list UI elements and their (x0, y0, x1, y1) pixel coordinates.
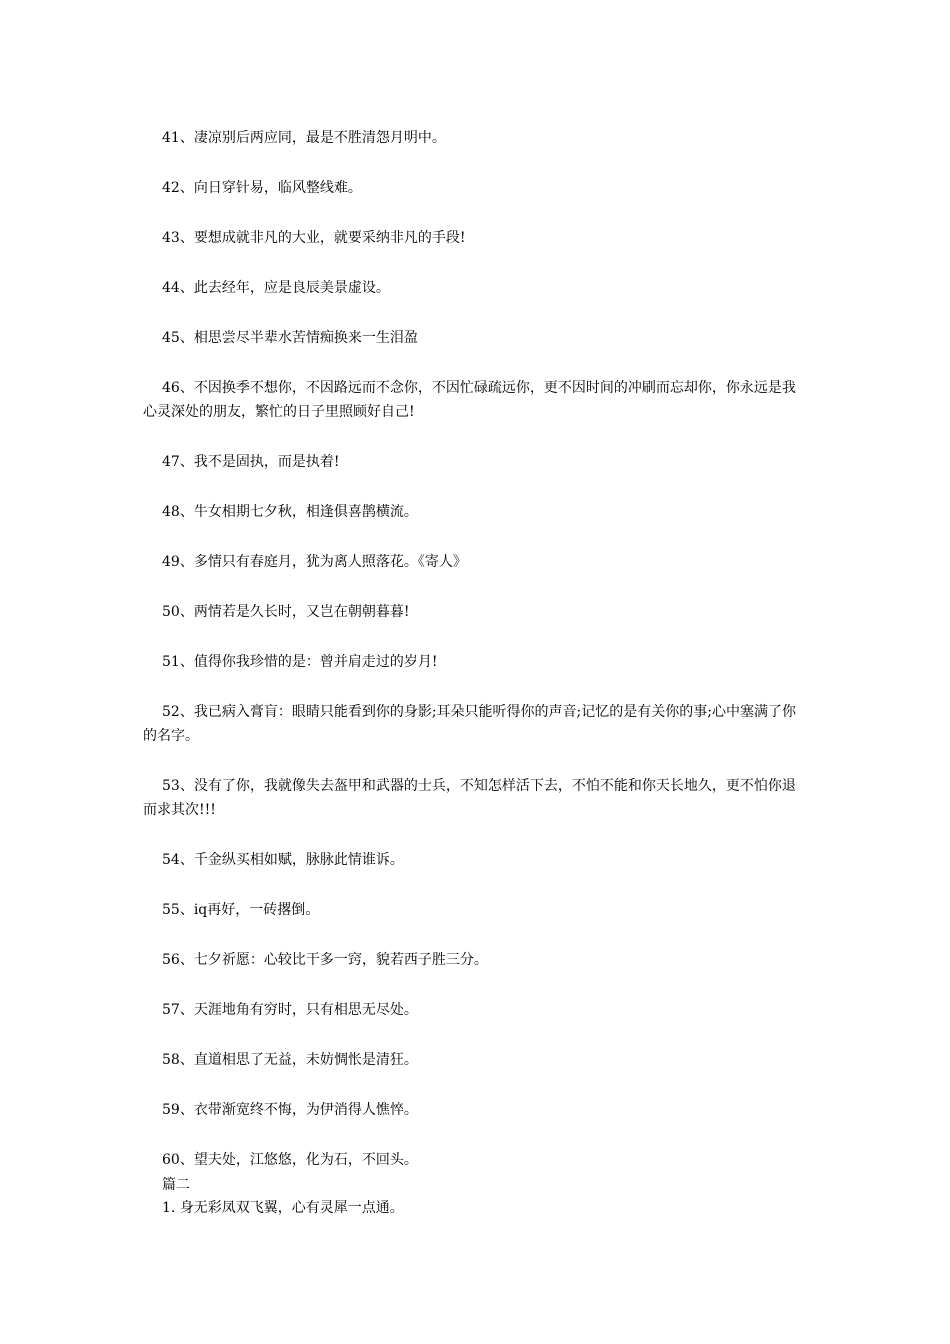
item-number: 44、 (162, 280, 194, 296)
item-text: 我不是固执，而是执着! (193, 454, 340, 470)
item-text: 衣带渐宽终不悔，为伊消得人憔悴。 (193, 1102, 418, 1118)
item-number: 58、 (162, 1052, 194, 1068)
item-number: 60、 (162, 1152, 194, 1168)
item-number: 46、 (162, 380, 194, 396)
item-number: 56、 (162, 952, 194, 968)
item-text: 千金纵买相如赋，脉脉此情谁诉。 (193, 852, 404, 868)
item-number: 57、 (162, 1002, 194, 1018)
section-first-item (162, 1197, 404, 1219)
list-item (143, 898, 808, 922)
list-item (143, 700, 808, 748)
list-item (143, 774, 808, 822)
item-text: 要想成就非凡的大业，就要采纳非凡的手段! (193, 230, 466, 246)
item-text: 两情若是久长时，又岂在朝朝暮暮! (193, 604, 410, 620)
item-number: 55、 (162, 902, 194, 918)
item-number: 42、 (162, 180, 194, 196)
list-item (143, 550, 808, 574)
item-text: 向日穿针易，临风整线难。 (193, 180, 362, 196)
item-number: 43、 (162, 230, 194, 246)
list-item (143, 1048, 808, 1072)
list-item (143, 500, 808, 524)
list-item (143, 376, 808, 424)
item-number: 48、 (162, 504, 194, 520)
item-text: 此去经年，应是良辰美景虚设。 (193, 280, 390, 296)
item-number: 49、 (162, 554, 194, 570)
item-text: 没有了你，我就像失去盔甲和武器的士兵，不知怎样活下去，不怕不能和你天长地久，更不怕你退而求其次!!! (143, 778, 796, 818)
item-number: 53、 (162, 778, 194, 794)
item-text: 望夫处，江悠悠，化为石，不回头。 (193, 1152, 418, 1168)
item-text: 相思尝尽半辈水苦情痴换来一生泪盈 (193, 330, 418, 346)
item-text: 直道相思了无益，未妨惆怅是清狂。 (193, 1052, 418, 1068)
list-item (143, 1148, 808, 1172)
item-number: 51、 (162, 654, 194, 670)
item-number: 1. (162, 1200, 176, 1216)
item-number: 59、 (162, 1102, 194, 1118)
list-item (143, 1098, 808, 1122)
list-item (143, 226, 808, 250)
list-item (143, 126, 808, 150)
list-item (143, 948, 808, 972)
item-text: 凄凉别后两应同，最是不胜清怨月明中。 (193, 130, 446, 146)
item-number: 54、 (162, 852, 194, 868)
item-text: 牛女相期七夕秋，相逢俱喜鹊横流。 (193, 504, 418, 520)
list-item (143, 600, 808, 624)
item-text: 多情只有春庭月，犹为离人照落花。《寄人》 (193, 554, 467, 570)
section-heading: 篇二 (162, 1177, 190, 1193)
item-text: 值得你我珍惜的是：曾并肩走过的岁月! (193, 654, 438, 670)
list-item (143, 650, 808, 674)
list-item (143, 998, 808, 1022)
item-text: 身无彩凤双飞翼，心有灵犀一点通。 (179, 1200, 404, 1216)
item-number: 41、 (162, 130, 194, 146)
item-text: 天涯地角有穷时，只有相思无尽处。 (193, 1002, 418, 1018)
item-number: 47、 (162, 454, 194, 470)
item-number: 45、 (162, 330, 194, 346)
quote-list (143, 126, 808, 1198)
item-number: 50、 (162, 604, 194, 620)
list-item (143, 276, 808, 300)
item-text: 不因换季不想你，不因路远而不念你，不因忙碌疏远你，更不因时间的冲刷而忘却你，你永远是我心灵深处的朋友，繁忙的日子里照顾好自己! (143, 380, 796, 420)
item-text: 我已病入膏肓：眼睛只能看到你的身影;耳朵只能听得你的声音;记忆的是有关你的事;心中塞满了你的名字。 (143, 704, 796, 744)
list-item (143, 450, 808, 474)
list-item (143, 848, 808, 872)
item-text: iq再好，一砖撂倒。 (193, 902, 320, 918)
item-number: 52、 (162, 704, 194, 720)
list-item (143, 326, 808, 350)
list-item (143, 176, 808, 200)
item-text: 七夕祈愿：心较比干多一窍，貌若西子胜三分。 (193, 952, 488, 968)
